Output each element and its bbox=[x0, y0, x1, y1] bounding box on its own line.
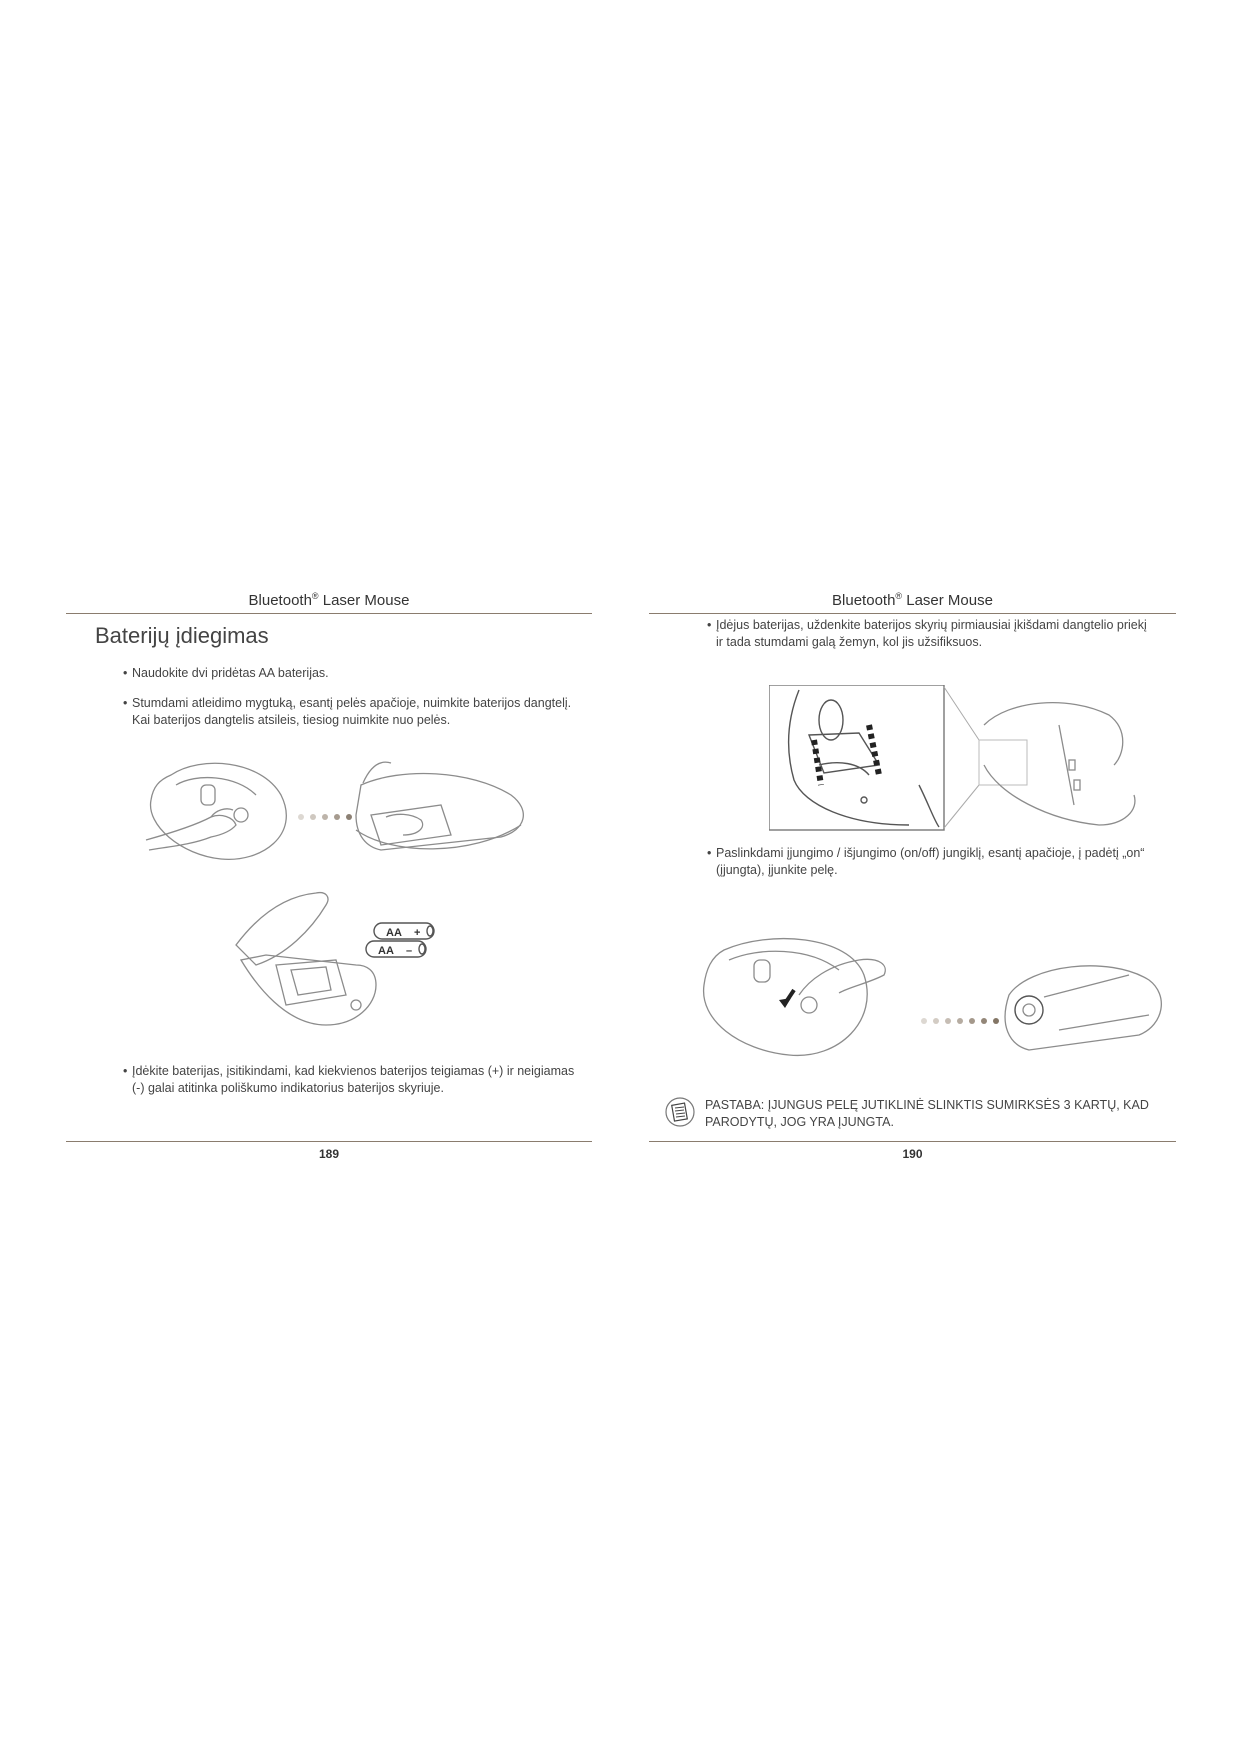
power-switch-illustration bbox=[699, 935, 1169, 1065]
progress-dots bbox=[921, 1018, 999, 1024]
bullet-item: • Paslinkdami įjungimo / išjungimo (on/off) jungiklį, esantį apačioje, į padėtį „on“ (įjungta), įjunkite pelę. bbox=[707, 846, 1145, 877]
mouse-underside-drawing bbox=[146, 763, 286, 859]
aa-battery-bottom bbox=[366, 941, 426, 957]
battery-insert-illustration bbox=[226, 885, 486, 1035]
page-number: 190 bbox=[902, 1147, 923, 1161]
progress-dots bbox=[298, 814, 352, 820]
page-number: 189 bbox=[318, 1147, 340, 1161]
battery-cover-removal-illustration bbox=[141, 755, 551, 870]
mouse-cover-drawing bbox=[984, 703, 1135, 825]
header-title: Bluetooth® Laser Mouse bbox=[832, 591, 993, 609]
header-title: Bluetooth® Laser Mouse bbox=[248, 591, 410, 609]
bullet-item: • Įdėjus baterijas, uždenkite baterijos skyrių pirmiausiai įkišdami dangtelio priekį ir tada stumdami galą žemyn, kol jis užsifiksuos. bbox=[707, 618, 1147, 649]
mouse-opened-drawing bbox=[356, 762, 523, 850]
svg-text:+: + bbox=[414, 927, 421, 939]
zoom-detail-box bbox=[769, 685, 944, 830]
svg-text:AA: AA bbox=[386, 927, 402, 939]
mouse-top-on-drawing bbox=[1005, 966, 1161, 1050]
mouse-battery-compartment-drawing bbox=[236, 893, 376, 1025]
bullet-item: • Įdėkite baterijas, įsitikindami, kad kiekvienos baterijos teigiamas (+) ir neigiamas (-) galai atitinka poliškumo indikatorius baterijos skyriuje. bbox=[123, 1064, 575, 1095]
bullet-item: • Stumdami atleidimo mygtuką, esantį pelės apačioje, nuimkite baterijos dangtelį. Kai baterijos dangtelis atsileis, tiesiog nuimkite nuo pelės. bbox=[123, 696, 572, 727]
left-page bbox=[66, 585, 592, 1165]
svg-text:–: – bbox=[406, 945, 413, 957]
section-title: Baterijų įdiegimas bbox=[95, 623, 269, 648]
aa-battery-top bbox=[374, 923, 434, 939]
header-rule bbox=[649, 613, 1176, 614]
note-pad-icon bbox=[665, 1097, 695, 1127]
footer-rule bbox=[649, 1141, 1176, 1142]
svg-text:AA: AA bbox=[378, 945, 394, 957]
footer-rule bbox=[66, 1141, 592, 1142]
note-text: PASTABA: ĮJUNGUS PELĘ JUTIKLINĖ SLINKTIS SUMIRKSĖS 3 KARTŲ, KAD PARODYTŲ, JOG YRA ĮJUNGTA. bbox=[705, 1098, 1149, 1129]
bullet-item: • Naudokite dvi pridėtas AA baterijas. bbox=[123, 666, 329, 680]
header-rule bbox=[66, 613, 592, 614]
mouse-underside-switch-drawing bbox=[704, 939, 886, 1056]
right-page bbox=[649, 585, 1176, 1165]
battery-cover-close-illustration bbox=[769, 685, 1169, 835]
